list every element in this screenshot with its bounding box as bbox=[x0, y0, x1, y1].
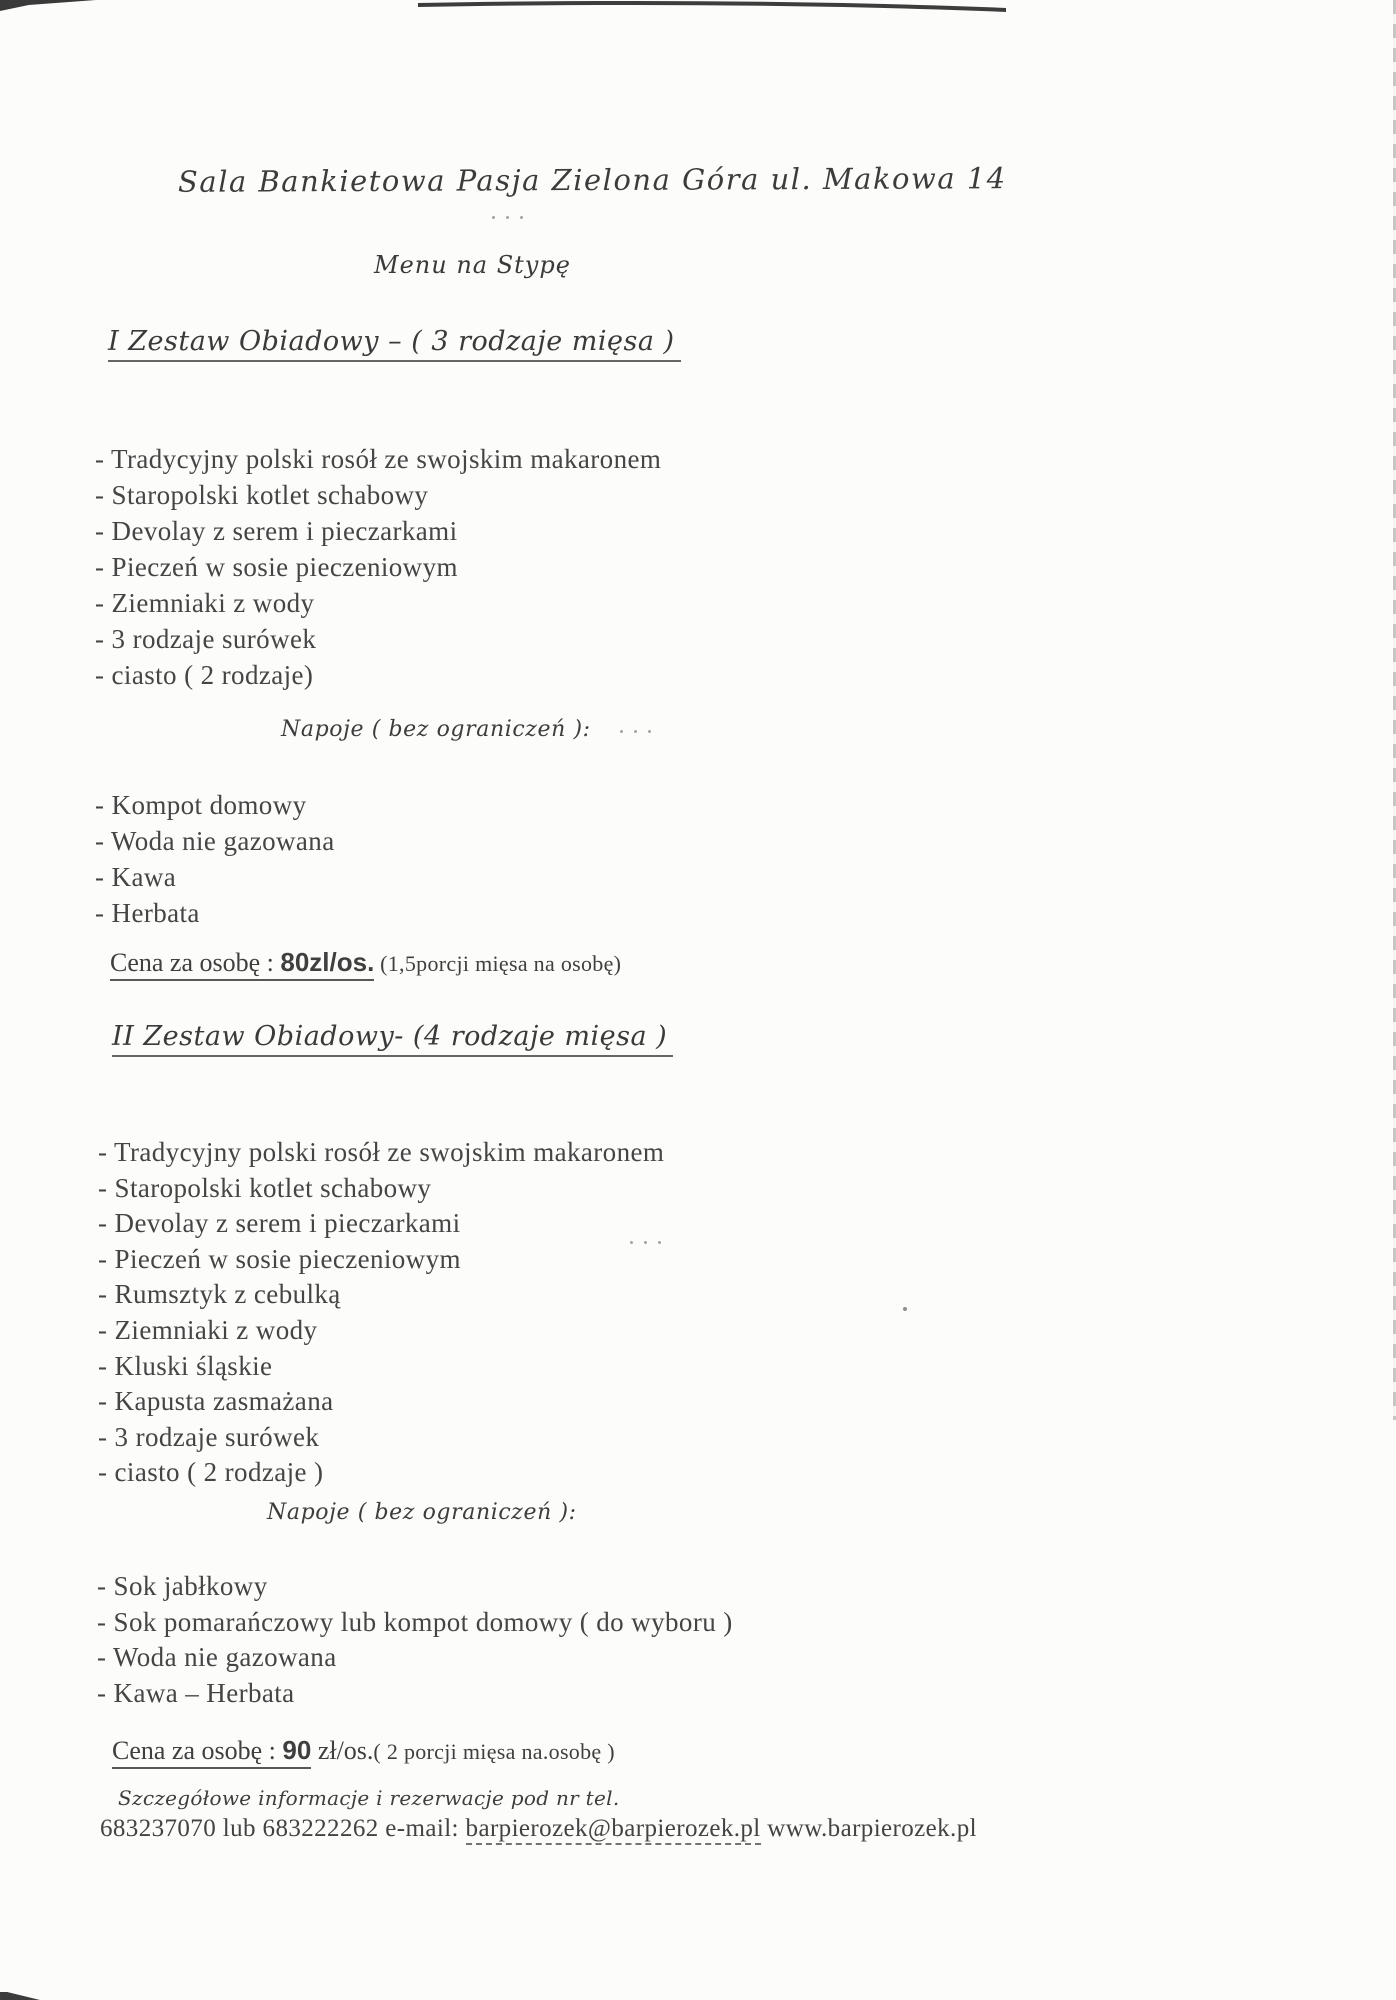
menu-title: Menu na Stypę bbox=[374, 251, 571, 279]
scan-artifact-bottom-left bbox=[0, 1992, 40, 2000]
menu-list-item: - Ziemniaki z wody bbox=[98, 1314, 318, 1345]
section2-heading: II Zestaw Obiadowy- (4 rodzaje mięsa ) bbox=[112, 1021, 673, 1057]
section2-price-suffix: zł/os. bbox=[311, 1736, 374, 1765]
footer-email: barpierozek@barpierozek.pl bbox=[466, 1815, 761, 1845]
section1-heading: I Zestaw Obiadowy – ( 3 rodzaje mięsa ) bbox=[108, 326, 681, 362]
footer-info-line: Szczegółowe informacje i rezerwacje pod nr tel. bbox=[118, 1786, 620, 1810]
menu-list-item: - Kapusta zasmażana bbox=[98, 1386, 334, 1417]
footer-phones: 683237070 lub 683222262 e-mail: bbox=[100, 1815, 466, 1842]
menu-list-item: - Woda nie gazowana bbox=[95, 826, 335, 856]
scan-artifact-top-band bbox=[418, 0, 1008, 14]
venue-title: Sala Bankietowa Pasja Zielona Góra ul. Makowa 14 bbox=[177, 161, 1007, 199]
menu-list-item: - Tradycyjny polski rosół ze swojskim makaronem bbox=[95, 444, 662, 474]
scan-artifact-dot bbox=[903, 1307, 907, 1311]
section2-price-label: Cena za osobę : bbox=[112, 1736, 283, 1765]
section1-drinks-heading: Napoje ( bez ograniczeń ): bbox=[281, 717, 591, 742]
section2-drinks-list bbox=[97, 1569, 733, 1711]
section2-price-underlined bbox=[112, 1736, 311, 1769]
menu-list-item: - Devolay z serem i pieczarkami bbox=[95, 516, 458, 546]
menu-list-item: - Woda nie gazowana bbox=[97, 1642, 337, 1673]
menu-list-item: - 3 rodzaje surówek bbox=[98, 1421, 320, 1452]
menu-list-item: - Devolay z serem i pieczarkami bbox=[98, 1208, 461, 1239]
footer-contact-line bbox=[100, 1815, 977, 1843]
section2-drinks-heading: Napoje ( bez ograniczeń ): bbox=[267, 1500, 577, 1525]
menu-list-item: - Ziemniaki z wody bbox=[95, 588, 315, 618]
section2-price-note: ( 2 porcji mięsa na.osobę ) bbox=[373, 1739, 615, 1764]
section1-item-list bbox=[95, 441, 661, 693]
footer-website: www.barpierozek.pl bbox=[760, 1815, 977, 1842]
section1-price-line bbox=[110, 947, 621, 978]
menu-list-item: - Pieczeń w sosie pieczeniowym bbox=[98, 1243, 461, 1274]
menu-list-item: - Kawa – Herbata bbox=[97, 1677, 295, 1708]
section1-price-note: (1,5porcji mięsa na osobę) bbox=[374, 951, 622, 976]
menu-list-item: - Staropolski kotlet schabowy bbox=[95, 480, 429, 510]
section1-drinks-list bbox=[95, 787, 335, 931]
menu-list-item: - 3 rodzaje surówek bbox=[95, 624, 317, 654]
section2-item-list bbox=[98, 1135, 664, 1491]
menu-list-item: - Kompot domowy bbox=[95, 790, 307, 820]
section2-price-value: 90 bbox=[282, 1735, 312, 1765]
menu-list-item: - Rumsztyk z cebulką bbox=[98, 1279, 341, 1310]
menu-list-item: - Herbata bbox=[95, 898, 200, 928]
scan-artifact-dots bbox=[492, 216, 523, 219]
menu-list-item: - Kawa bbox=[95, 862, 177, 892]
menu-list-item: - Sok jabłkowy bbox=[97, 1571, 268, 1601]
scan-artifact-dots bbox=[620, 730, 651, 733]
menu-list-item: - Pieczeń w sosie pieczeniowym bbox=[95, 552, 458, 582]
menu-list-item: - ciasto ( 2 rodzaje ) bbox=[98, 1457, 324, 1488]
menu-list-item: - Tradycyjny polski rosół ze swojskim makaronem bbox=[98, 1137, 665, 1167]
section1-price-value: 80zl/os. bbox=[280, 947, 375, 977]
menu-list-item: - Sok pomarańczowy lub kompot domowy ( do wyboru ) bbox=[97, 1606, 733, 1637]
section1-price-underlined bbox=[110, 948, 374, 981]
menu-list-item: - Staropolski kotlet schabowy bbox=[98, 1172, 432, 1203]
menu-list-item: - ciasto ( 2 rodzaje) bbox=[95, 660, 314, 690]
section1-price-label: Cena za osobę : bbox=[110, 948, 281, 977]
menu-list-item: - Kluski śląskie bbox=[98, 1350, 273, 1381]
section2-price-line bbox=[112, 1735, 615, 1766]
scan-artifact-top-left bbox=[0, 0, 96, 11]
